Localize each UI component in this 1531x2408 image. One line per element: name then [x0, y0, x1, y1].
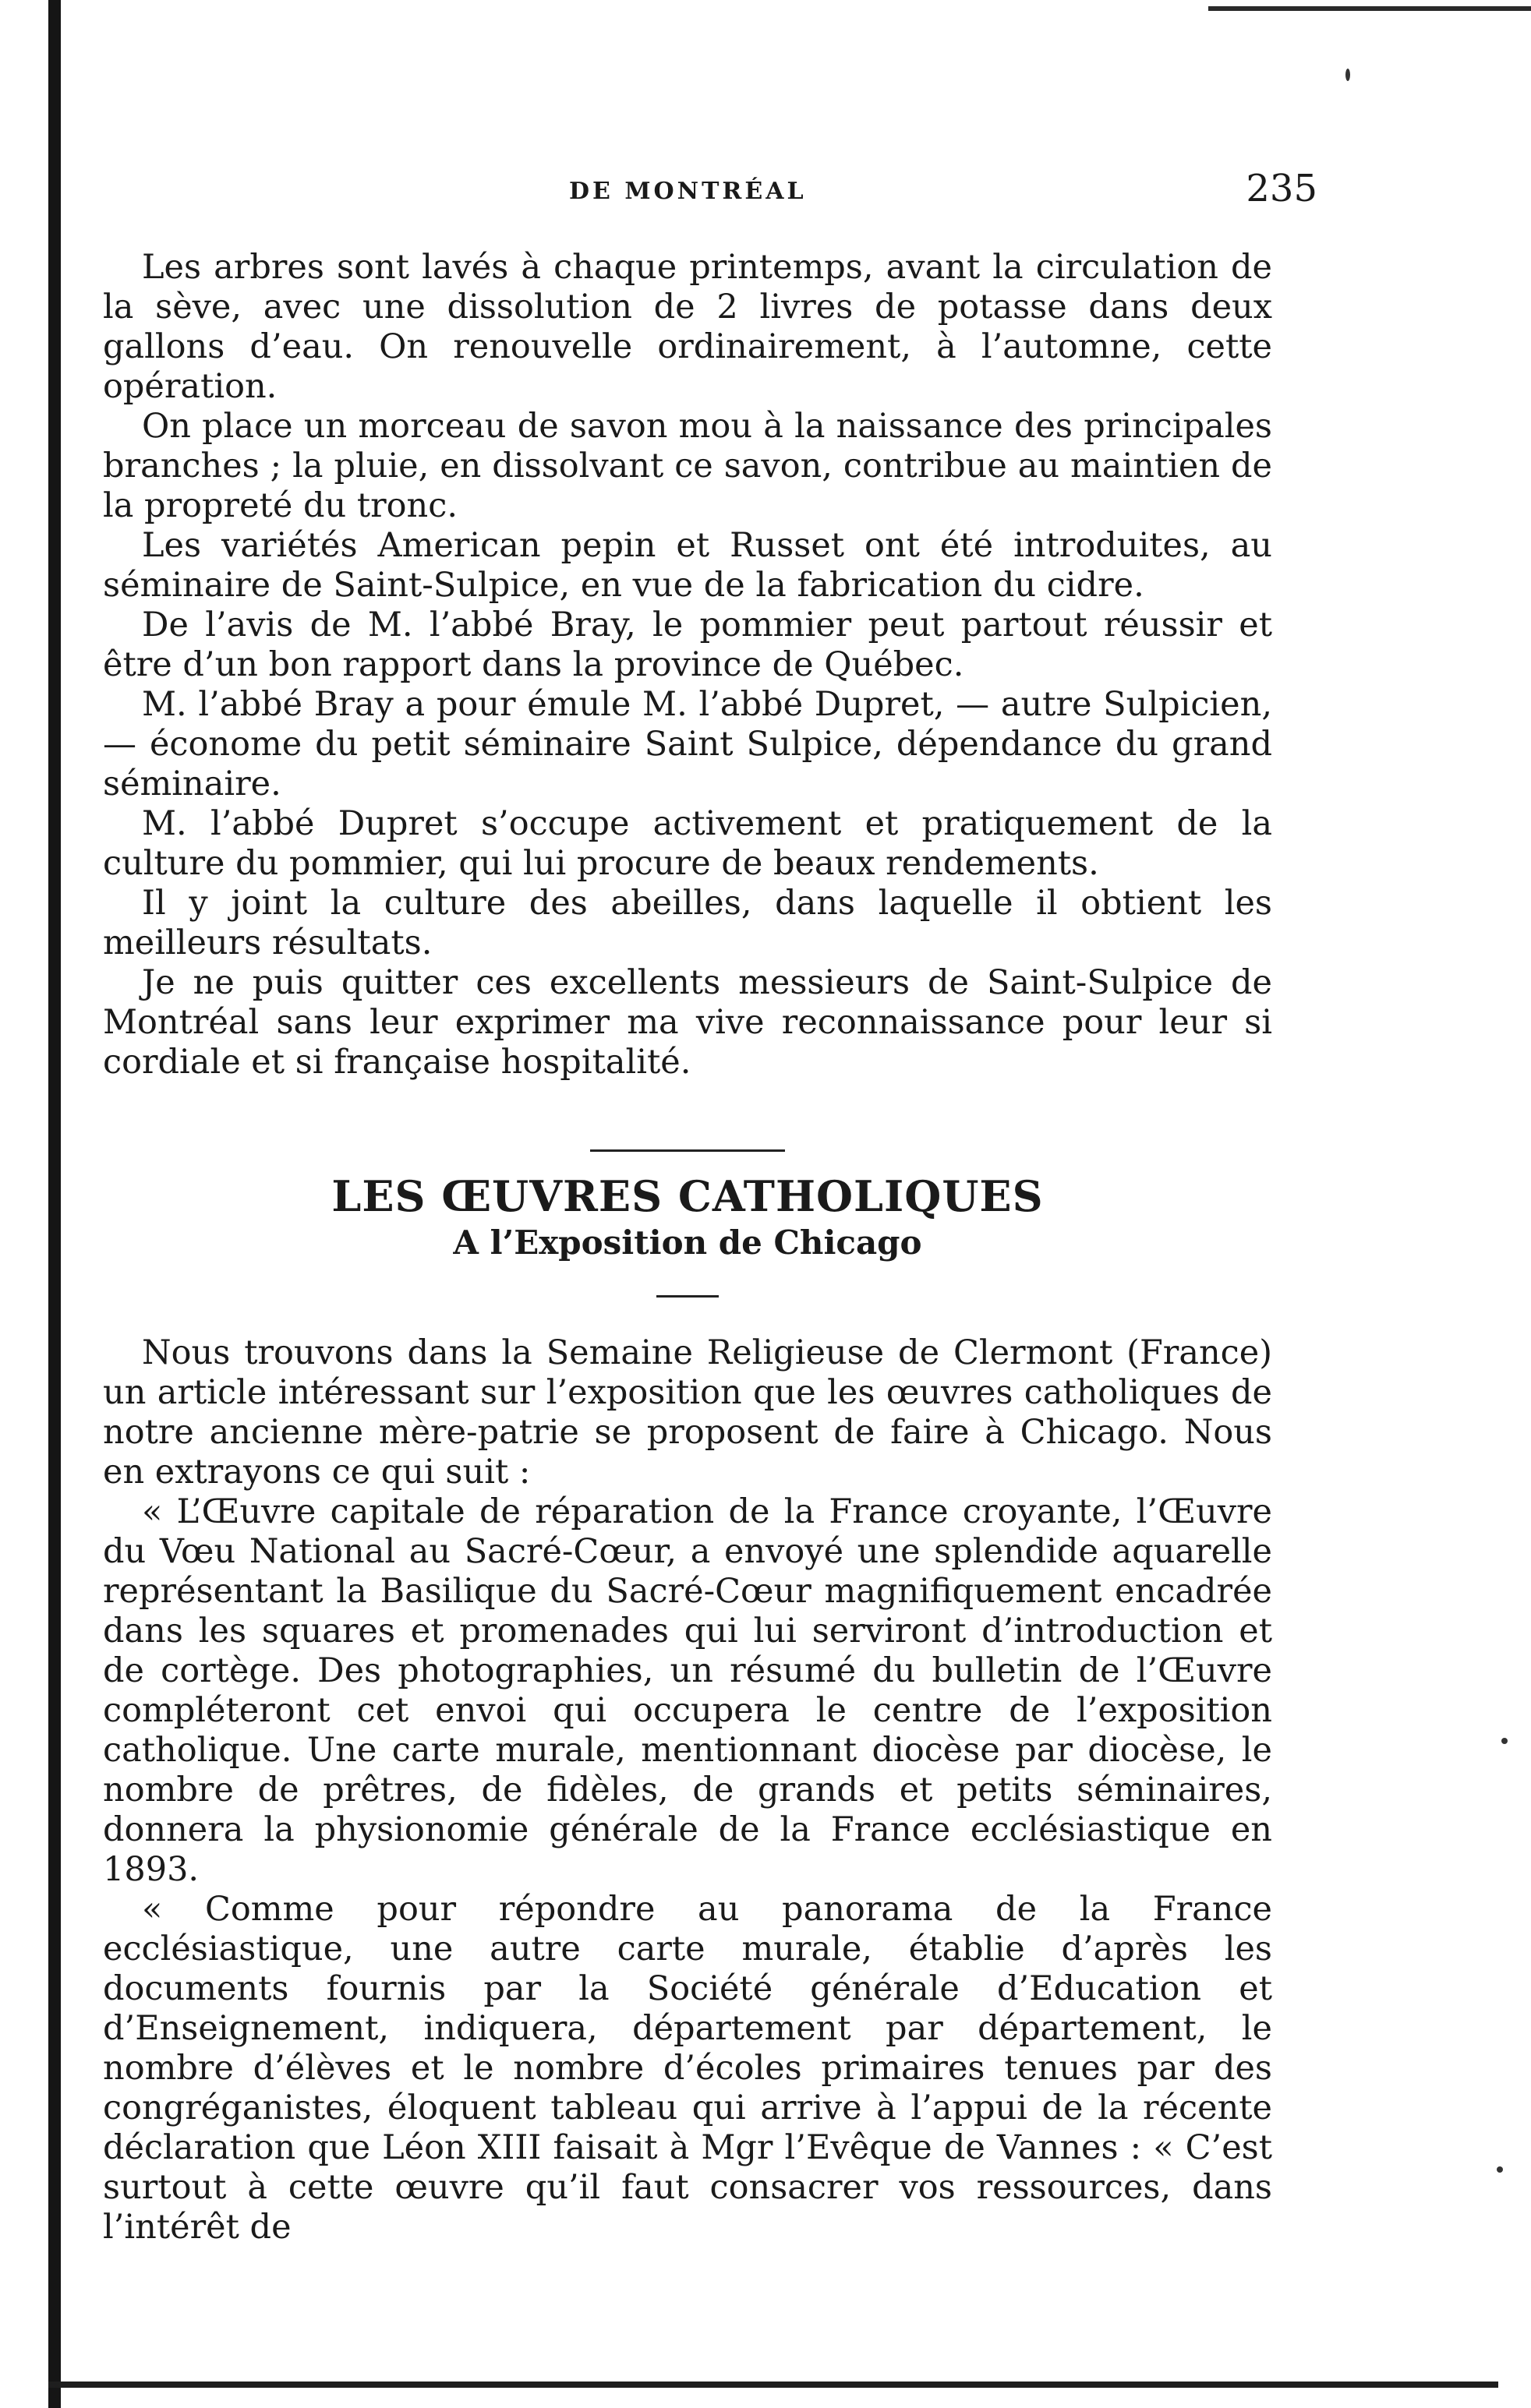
print-speck	[1497, 2166, 1503, 2173]
running-title: DE MONTRÉAL	[569, 178, 807, 205]
paragraph: Je ne puis quitter ces excellents messieurs de Saint-Sulpice de Montréal sans leur exprimer ma vive reconnaissance pour leur si cordiale et si française hospitalité.	[103, 963, 1272, 1082]
paragraph: De l’avis de M. l’abbé Bray, le pommier peut partout réussir et être d’un bon rapport dans la province de Québec.	[103, 606, 1272, 684]
section-divider	[590, 1149, 785, 1152]
paragraph: Les arbres sont lavés à chaque printemps, avant la circulation de la sève, avec une dissolution de 2 livres de potasse dans deux gallons d’eau. On renouvelle ordinairement, à l’automne, cette opération.	[103, 248, 1272, 406]
paragraph: M. l’abbé Bray a pour émule M. l’abbé Dupret, — autre Sulpicien, — économe du petit séminaire Saint Sulpice, dépendance du grand séminaire.	[103, 685, 1272, 803]
left-margin-rule	[48, 0, 61, 2408]
paragraph: Nous trouvons dans la Semaine Religieuse de Clermont (France) un article intéressant sur l’exposition que les œuvres catholiques de notre ancienne mère-patrie se proposent de faire à Chicago. Nous en extrayons ce qui suit :	[103, 1333, 1272, 1492]
page-body	[103, 248, 1272, 2247]
paragraph: On place un morceau de savon mou à la naissance des principales branches ; la pluie, en dissolvant ce savon, contribue au maintien de la propreté du tronc.	[103, 407, 1272, 525]
section-subtitle: A l’Exposition de Chicago	[453, 1223, 922, 1262]
print-speck	[1501, 1738, 1508, 1744]
subtitle-divider	[656, 1295, 719, 1298]
section-title: LES ŒUVRES CATHOLIQUES	[331, 1171, 1044, 1221]
paragraph: « L’Œuvre capitale de réparation de la France croyante, l’Œuvre du Vœu National au Sacré-Cœur, a envoyé une splendide aquarelle représentant la Basilique du Sacré-Cœur magnifiquement encadrée dans les squares et promenades qui lui serviront d’introduction et de cortège. Des photographies, un résumé du bulletin de l’Œuvre compléteront cet envoi qui occupera le centre de l’exposition catholique. Une carte murale, mentionnant diocèse par diocèse, le nombre de prêtres, de fidèles, de grands et petits séminaires, donnera la physionomie générale de la France ecclésiastique en 1893.	[103, 1492, 1272, 1889]
paragraph: Les variétés American pepin et Russet ont été introduites, au séminaire de Saint-Sulpice, en vue de la fabrication du cidre.	[103, 526, 1272, 605]
page-number: 235	[1246, 167, 1317, 210]
paragraph: M. l’abbé Dupret s’occupe activement et pratiquement de la culture du pommier, qui lui procure de beaux rendements.	[103, 804, 1272, 883]
print-speck	[1345, 69, 1350, 81]
paragraph: Il y joint la culture des abeilles, dans laquelle il obtient les meilleurs résultats.	[103, 884, 1272, 962]
top-edge-rule	[1208, 6, 1531, 11]
paragraph: « Comme pour répondre au panorama de la France ecclésiastique, une autre carte murale, établie d’après les documents fournis par la Société générale d’Education et d’Enseignement, indiquera, département par département, le nombre d’élèves et le nombre d’écoles primaires tenues par des congréganistes, éloquent tableau qui arrive à l’appui de la récente déclaration que Léon XIII faisait à Mgr l’Evêque de Vannes : « C’est surtout à cette œuvre qu’il faut consacrer vos ressources, dans l’intérêt de	[103, 1890, 1272, 2247]
page-header	[101, 164, 1317, 218]
bottom-edge-rule	[48, 2382, 1498, 2388]
